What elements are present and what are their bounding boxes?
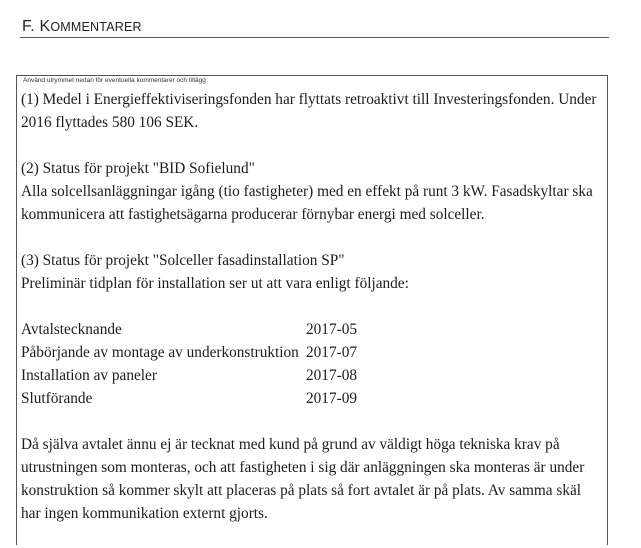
text-line: (2) Status för projekt "BID Sofielund" [21, 160, 255, 177]
section-title-initial: F. K [22, 18, 51, 35]
text-line: 2016 flyttades 580 106 SEK. [21, 114, 199, 131]
text-line: Alla solcellsanläggningar igång (tio fastigheter) med en effekt på runt 3 kW. Fasadskyltar ska [21, 183, 593, 200]
schedule-date: 2017-07 [306, 344, 357, 361]
schedule-activity: Avtalstecknande [21, 321, 122, 338]
text-line: Preliminär tidplan för installation ser ut att vara enligt följande: [21, 275, 409, 292]
text-line: utrustningen som monteras, och att fastigheten i sig där anläggningen ska monteras är under [21, 459, 585, 476]
text-line: har ingen kommunikation externt gjorts. [21, 505, 268, 522]
text-line: Då själva avtalet ännu ej är tecknat med kund på grund av väldigt höga tekniska krav på [21, 436, 560, 453]
text-line: (3) Status för projekt "Solceller fasadinstallation SP" [21, 252, 345, 269]
comment-paragraph-2 [21, 157, 607, 226]
comment-paragraph-3 [21, 249, 607, 295]
schedule-row [21, 364, 607, 387]
schedule-row [21, 387, 607, 410]
schedule-date: 2017-05 [306, 321, 357, 338]
comment-box-label: Använd utrymmet nedan för eventuella kommentarer och tillägg [23, 77, 206, 84]
comment-text [21, 88, 607, 548]
text-line: (1) Medel i Energieffektiviseringsfonden har flyttats retroaktivt till Investeringsfonden. Under [21, 91, 597, 108]
schedule-row [21, 318, 607, 341]
schedule-table [21, 318, 607, 410]
section-header [20, 17, 609, 38]
comment-paragraph-4 [21, 433, 607, 525]
schedule-date: 2017-09 [306, 390, 357, 407]
schedule-activity: Påbörjande av montage av underkonstruktion [21, 344, 299, 361]
schedule-activity: Slutförande [21, 390, 93, 407]
text-line: konstruktion så kommer skylt att placeras på plats så fort avtalet är på plats. Av samma skäl [21, 482, 582, 499]
section-title [22, 18, 142, 36]
text-line: kommunicera att fastighetsägarna producerar förnybar energi med solceller. [21, 206, 485, 223]
schedule-row [21, 341, 607, 364]
comment-paragraph-1 [21, 88, 607, 134]
schedule-date: 2017-08 [306, 367, 357, 384]
section-title-rest: OMMENTARER [50, 20, 142, 34]
comment-box[interactable] [16, 75, 608, 545]
schedule-activity: Installation av paneler [21, 367, 157, 384]
